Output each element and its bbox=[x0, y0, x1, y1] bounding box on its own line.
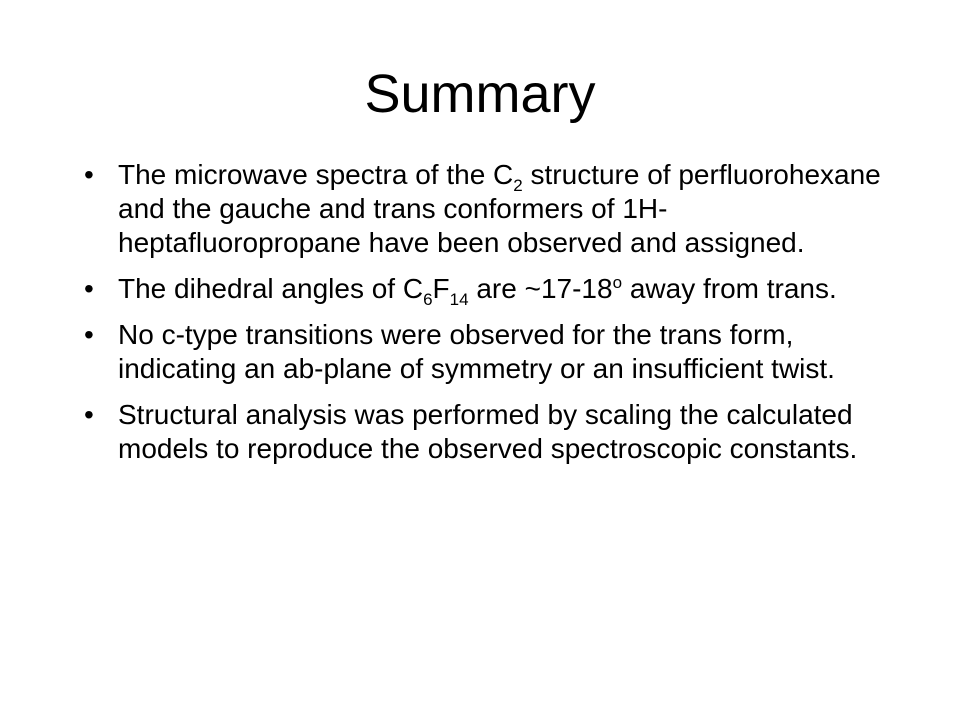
bullet-text: The microwave spectra of the C bbox=[118, 159, 514, 190]
bullet-text: are ~17-18 bbox=[468, 273, 613, 304]
subscript: 14 bbox=[449, 290, 469, 309]
bullet-text: F bbox=[432, 273, 450, 304]
bullet-item-dihedral bbox=[84, 272, 884, 309]
bullet-text: away from trans. bbox=[622, 273, 837, 304]
bullet-item-structural-analysis bbox=[84, 398, 884, 466]
subscript: 6 bbox=[423, 290, 433, 309]
bullet-marker: • bbox=[84, 399, 94, 430]
subscript: 2 bbox=[513, 176, 523, 195]
bullet-text: The dihedral angles of C bbox=[118, 273, 424, 304]
bullet-item-spectra bbox=[84, 158, 884, 260]
superscript-degree: o bbox=[612, 273, 623, 292]
bullet-list bbox=[84, 158, 884, 478]
bullet-text: No c-type transitions were observed for the trans form, indicating an ab-plane of symmetry or an insufficient twist. bbox=[118, 319, 835, 384]
slide-title: Summary bbox=[364, 64, 596, 124]
bullet-marker: • bbox=[84, 273, 94, 304]
bullet-item-transitions bbox=[84, 318, 884, 386]
bullet-marker: • bbox=[84, 319, 94, 350]
bullet-marker: • bbox=[84, 159, 94, 190]
bullet-text: structure of perfluorohexane and the gauche and trans conformers of 1H-heptafluoropropane have been observed and assigned. bbox=[118, 159, 881, 258]
bullet-text: Structural analysis was performed by scaling the calculated models to reproduce the observed spectroscopic constants. bbox=[118, 399, 858, 464]
